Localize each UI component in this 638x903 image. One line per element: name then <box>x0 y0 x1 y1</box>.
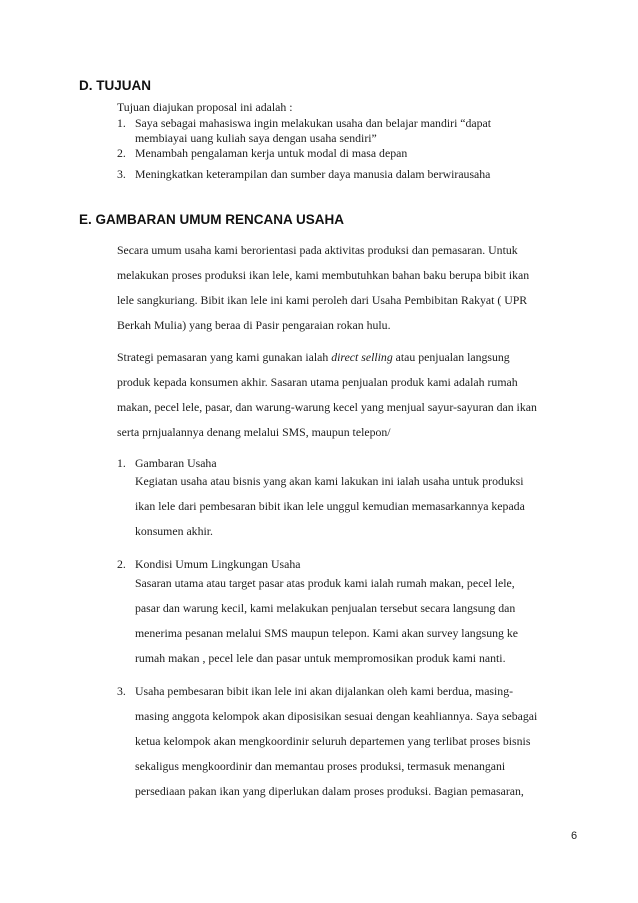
list-item-line: membiayai uang kuliah saya dengan usaha sendiri” <box>135 131 377 145</box>
paragraph-line: Secara umum usaha kami berorientasi pada aktivitas produksi dan pemasaran. Untuk <box>117 243 518 257</box>
list-item-number: 2. <box>117 146 126 160</box>
list-item-number: 1. <box>117 116 126 130</box>
page-number: 6 <box>571 830 578 842</box>
list-item-title: Kondisi Umum Lingkungan Usaha <box>135 557 301 571</box>
text-run: atau penjualan langsung <box>392 350 510 364</box>
list-item-line: masing anggota kelompok akan diposisikan sesuai dengan keahliannya. Saya sebagai <box>135 709 538 723</box>
list-item-line: Kegiatan usaha atau bisnis yang akan kami lakukan ini ialah usaha untuk produksi <box>135 474 524 488</box>
section-d-title: D. TUJUAN <box>79 78 152 93</box>
list-item-number: 3. <box>117 684 126 698</box>
paragraph-line: lele sangkuriang. Bibit ikan lele ini kami peroleh dari Usaha Pembibitan Rakyat ( UPR <box>117 293 528 307</box>
list-item-title: Gambaran Usaha <box>135 456 217 470</box>
paragraph-line: serta prnjualannya denang melalui SMS, maupun telepon/ <box>117 425 391 439</box>
paragraph-line: Berkah Mulia) yang beraa di Pasir pengaraian rokan hulu. <box>117 318 391 332</box>
list-item-line: Meningkatkan keterampilan dan sumber daya manusia dalam berwirausaha <box>135 167 491 181</box>
text-run: Strategi pemasaran yang kami gunakan ialah <box>117 350 332 364</box>
list-item-line: menerima pesanan melalui SMS maupun telepon. Kami akan survey langsung ke <box>135 626 518 640</box>
paragraph-line <box>117 350 510 365</box>
list-item-line: Sasaran utama atau target pasar atas produk kami ialah rumah makan, pecel lele, <box>135 576 515 590</box>
paragraph-line: melakukan proses produksi ikan lele, kami membutuhkan bahan baku berupa bibit ikan <box>117 268 530 282</box>
list-item-line: Saya sebagai mahasiswa ingin melakukan usaha dan belajar mandiri “dapat <box>135 116 492 130</box>
section-e-title: E. GAMBARAN UMUM RENCANA USAHA <box>79 212 344 227</box>
list-item-line: ikan lele dari pembesaran bibit ikan lele unggul kemudian memasarkannya kepada <box>135 499 525 513</box>
list-item-line: sekaligus mengkoordinir dan memantau proses produksi, termasuk menangani <box>135 759 506 773</box>
list-item-line: persediaan pakan ikan yang diperlukan dalam proses produksi. Bagian pemasaran, <box>135 784 524 798</box>
list-item-number: 2. <box>117 557 126 571</box>
italic-term: direct selling <box>331 350 393 364</box>
list-item-number: 1. <box>117 456 126 470</box>
paragraph-line: produk kepada konsumen akhir. Sasaran utama penjualan produk kami adalah rumah <box>117 375 518 389</box>
list-item-number: 3. <box>117 167 126 181</box>
list-item-line: konsumen akhir. <box>135 524 213 538</box>
list-item-line: Menambah pengalaman kerja untuk modal di masa depan <box>135 146 408 160</box>
list-item-line: Usaha pembesaran bibit ikan lele ini akan dijalankan oleh kami berdua, masing- <box>135 684 514 698</box>
paragraph-line: makan, pecel lele, pasar, dan warung-warung kecel yang menjual sayur-sayuran dan ikan <box>117 400 537 414</box>
section-d-intro: Tujuan diajukan proposal ini adalah : <box>117 100 293 114</box>
list-item-line: pasar dan warung kecil, kami melakukan penjualan tersebut secara langsung dan <box>135 601 516 615</box>
list-item-line: rumah makan , pecel lele dan pasar untuk mempromosikan produk kami nanti. <box>135 651 506 665</box>
list-item-line: ketua kelompok akan mengkoordinir seluruh departemen yang terlibat proses bisnis <box>135 734 531 748</box>
